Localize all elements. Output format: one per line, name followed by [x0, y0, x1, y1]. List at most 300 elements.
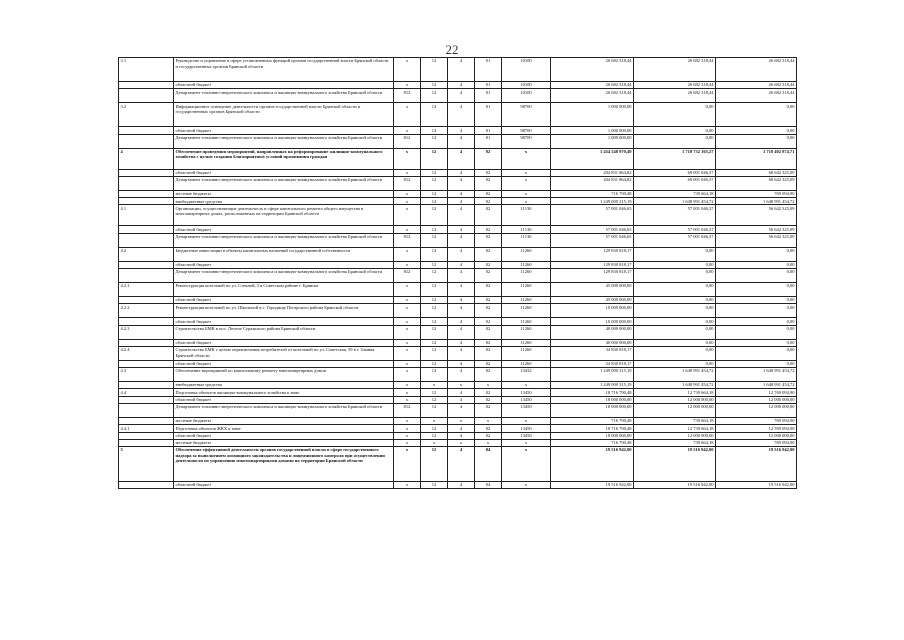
code-cell: 01 — [475, 134, 502, 148]
table-row — [119, 127, 797, 134]
table-row — [119, 389, 797, 396]
code-cell: 02 — [475, 368, 502, 382]
table-row — [119, 103, 797, 127]
amount-cell: 739 664,18 — [634, 439, 716, 446]
code-cell: х — [394, 190, 421, 197]
amount-cell: 739 664,18 — [634, 417, 716, 424]
table-row — [119, 247, 797, 261]
row-name: Департамент топливно-энергетического комплекса и жилищно-коммунального хозяйства Брянской области — [174, 89, 394, 103]
code-cell: 12 — [421, 268, 448, 282]
code-cell: 02 — [475, 261, 502, 268]
amount-cell: 12 000 000,00 — [716, 432, 797, 439]
table-row — [119, 233, 797, 247]
code-cell: 4 — [448, 226, 475, 233]
table-row — [119, 205, 797, 226]
table-row — [119, 439, 797, 446]
code-cell: 12 — [421, 482, 448, 489]
code-cell: 4 — [448, 396, 475, 403]
row-number — [119, 134, 174, 148]
amount-cell: 0,00 — [634, 134, 716, 148]
code-cell: 12 — [421, 205, 448, 226]
table-row — [119, 226, 797, 233]
row-name: Строительство БМК в пос. Лесное Суражского района Брянской области — [174, 325, 394, 339]
amount-cell: 0,00 — [716, 325, 797, 339]
code-cell: 02 — [475, 389, 502, 396]
row-name: областной бюджет — [174, 432, 394, 439]
table-row — [119, 360, 797, 367]
code-cell: 02 — [475, 247, 502, 261]
code-cell: 12 — [421, 247, 448, 261]
code-cell: х — [394, 417, 421, 424]
code-cell: х — [502, 417, 551, 424]
amount-cell: 12 739 664,18 — [634, 389, 716, 396]
amount-cell: 18 716 790,48 — [551, 425, 634, 432]
code-cell: 812 — [394, 268, 421, 282]
amount-cell: 10 000 000,00 — [551, 318, 634, 325]
row-number: 5 — [119, 447, 174, 482]
table-row — [119, 382, 797, 389]
row-number — [119, 169, 174, 176]
code-cell: х — [502, 439, 551, 446]
code-cell: х — [502, 382, 551, 389]
code-cell: х — [394, 396, 421, 403]
amount-cell: 56 642 325,09 — [716, 226, 797, 233]
row-number — [119, 439, 174, 446]
code-cell: 4 — [448, 103, 475, 127]
code-cell: 02 — [475, 425, 502, 432]
table-body — [119, 58, 797, 489]
code-cell: х — [502, 482, 551, 489]
amount-cell: 19 516 942,00 — [634, 447, 716, 482]
amount-cell: 69 001 046,37 — [634, 176, 716, 190]
amount-cell: 129 830 818,17 — [551, 268, 634, 282]
row-name: областной бюджет — [174, 82, 394, 89]
row-number — [119, 226, 174, 233]
amount-cell: 45 000 000,00 — [551, 282, 634, 296]
code-cell: 01 — [475, 58, 502, 82]
code-cell: 02 — [475, 360, 502, 367]
amount-cell: 716 790,48 — [551, 190, 634, 197]
row-name: внебюджетные средства — [174, 382, 394, 389]
code-cell: 4 — [448, 296, 475, 303]
code-cell: х — [421, 382, 448, 389]
code-cell: 4 — [448, 190, 475, 197]
table-row — [119, 368, 797, 382]
table-row — [119, 261, 797, 268]
row-name: Руководство и управление в сфере установленных функций органов государственной власти Брянской области и государственных органов Брянской области — [174, 58, 394, 82]
code-cell: х — [394, 325, 421, 339]
amount-cell: 57 001 046,37 — [634, 226, 716, 233]
code-cell: х — [394, 304, 421, 318]
row-number — [119, 339, 174, 346]
code-cell: 13450 — [502, 396, 551, 403]
amount-cell: 57 001 046,65 — [551, 226, 634, 233]
amount-cell: 19 516 942,00 — [716, 447, 797, 482]
amount-cell: 26 682 318,44 — [716, 89, 797, 103]
amount-cell: 68 642 325,09 — [716, 169, 797, 176]
code-cell: 812 — [394, 89, 421, 103]
code-cell: 812 — [394, 233, 421, 247]
row-name: Организации, осуществляющие деятельность в сфере капитального ремонта общего имущества в многоквартирных домах, расположенных на территории Брянской области — [174, 205, 394, 226]
code-cell: 4 — [448, 432, 475, 439]
code-cell: х — [394, 261, 421, 268]
code-cell: 02 — [475, 339, 502, 346]
code-cell: 4 — [448, 169, 475, 176]
amount-cell: 57 001 046,65 — [551, 205, 634, 226]
code-cell: 12 — [421, 58, 448, 82]
table-row — [119, 82, 797, 89]
amount-cell: 19 516 942,00 — [551, 482, 634, 489]
code-cell: 12 — [421, 360, 448, 367]
amount-cell: 19 516 942,00 — [551, 447, 634, 482]
code-cell: 02 — [475, 268, 502, 282]
budget-table — [118, 57, 797, 489]
code-cell: х — [394, 447, 421, 482]
code-cell: 12 — [421, 198, 448, 205]
code-cell: 13432 — [502, 368, 551, 382]
table-row — [119, 346, 797, 360]
table-row — [119, 89, 797, 103]
code-cell: х — [394, 58, 421, 82]
code-cell: 12 — [421, 346, 448, 360]
code-cell: 02 — [475, 346, 502, 360]
row-name: местные бюджеты — [174, 417, 394, 424]
amount-cell: 0,00 — [716, 247, 797, 261]
amount-cell: 1 249 000 315,19 — [551, 198, 634, 205]
amount-cell: 69 001 046,37 — [634, 169, 716, 176]
code-cell: 812 — [394, 134, 421, 148]
code-cell: 13450 — [502, 432, 551, 439]
table-row — [119, 268, 797, 282]
row-number: 4.3 — [119, 368, 174, 382]
code-cell: 02 — [475, 282, 502, 296]
code-cell: х — [475, 417, 502, 424]
amount-cell: 0,00 — [634, 268, 716, 282]
amount-cell: 1 648 991 454,72 — [634, 368, 716, 382]
row-name: областной бюджет — [174, 127, 394, 134]
table-row — [119, 296, 797, 303]
row-name: областной бюджет — [174, 318, 394, 325]
amount-cell: 12 000 000,00 — [634, 396, 716, 403]
amount-cell: 0,00 — [634, 127, 716, 134]
code-cell: 4 — [448, 368, 475, 382]
code-cell: х — [448, 417, 475, 424]
code-cell: 4 — [448, 247, 475, 261]
amount-cell: 0,00 — [716, 268, 797, 282]
code-cell: 12 — [421, 127, 448, 134]
code-cell: 12 — [421, 304, 448, 318]
amount-cell: 26 682 318,44 — [551, 82, 634, 89]
amount-cell: 0,00 — [716, 127, 797, 134]
amount-cell: 129 830 818,17 — [551, 247, 634, 261]
amount-cell: 204 831 864,82 — [551, 176, 634, 190]
row-name: областной бюджет — [174, 396, 394, 403]
code-cell: 13450 — [502, 425, 551, 432]
amount-cell: 0,00 — [716, 318, 797, 325]
amount-cell: 40 000 000,00 — [551, 325, 634, 339]
row-number: 4.2.4 — [119, 346, 174, 360]
row-number — [119, 403, 174, 417]
code-cell: 4 — [448, 447, 475, 482]
row-name: Подготовка объектов ЖКХ к зиме — [174, 425, 394, 432]
code-cell: 02 — [475, 296, 502, 303]
row-name: Департамент топливно-энергетического комплекса и жилищно-коммунального хозяйства Брянской области — [174, 268, 394, 282]
row-number — [119, 417, 174, 424]
amount-cell: 57 001 046,37 — [634, 205, 716, 226]
row-name: областной бюджет — [174, 169, 394, 176]
code-cell: 4 — [448, 148, 475, 169]
row-number — [119, 396, 174, 403]
amount-cell: 12 769 094,90 — [716, 425, 797, 432]
code-cell: 02 — [475, 148, 502, 169]
code-cell: 04 — [475, 447, 502, 482]
amount-cell: 769 094,90 — [716, 190, 797, 197]
amount-cell: 18 716 790,48 — [551, 389, 634, 396]
row-number — [119, 89, 174, 103]
amount-cell: 0,00 — [634, 325, 716, 339]
table-row — [119, 325, 797, 339]
amount-cell: 0,00 — [634, 360, 716, 367]
code-cell: х — [394, 382, 421, 389]
code-cell: 12 — [421, 396, 448, 403]
amount-cell: 26 682 318,44 — [634, 82, 716, 89]
code-cell: 12 — [421, 134, 448, 148]
amount-cell: 716 790,48 — [551, 439, 634, 446]
code-cell: 01 — [475, 103, 502, 127]
amount-cell: 26 682 318,44 — [716, 82, 797, 89]
row-number: 3.2 — [119, 103, 174, 127]
amount-cell: 34 830 818,17 — [551, 346, 634, 360]
row-name: Реконструкция котельной по ул. Школьной в с. Городище Погарского района Брянской области — [174, 304, 394, 318]
row-number: 4.1 — [119, 205, 174, 226]
row-number: 4.2.1 — [119, 282, 174, 296]
amount-cell: 1 000 000,00 — [551, 134, 634, 148]
amount-cell: 26 682 318,44 — [634, 89, 716, 103]
code-cell: 812 — [394, 176, 421, 190]
code-cell: 4 — [448, 205, 475, 226]
page-number: 22 — [445, 42, 459, 57]
code-cell: 12 — [421, 176, 448, 190]
code-cell: 4 — [448, 425, 475, 432]
code-cell: х — [394, 205, 421, 226]
code-cell: х — [394, 127, 421, 134]
code-cell: 4 — [448, 389, 475, 396]
amount-cell: 34 830 818,17 — [551, 360, 634, 367]
row-number: 4.2.3 — [119, 325, 174, 339]
amount-cell: 18 000 000,00 — [551, 432, 634, 439]
code-cell: 10100 — [502, 82, 551, 89]
code-cell: 10100 — [502, 89, 551, 103]
code-cell: 11260 — [502, 339, 551, 346]
amount-cell: 1 249 000 315,19 — [551, 368, 634, 382]
code-cell: х — [448, 439, 475, 446]
amount-cell: 18 000 000,00 — [551, 396, 634, 403]
row-number: 4.2.2 — [119, 304, 174, 318]
amount-cell: 26 682 318,44 — [716, 58, 797, 82]
amount-cell: 1 718 732 165,27 — [634, 148, 716, 169]
code-cell: 4 — [448, 176, 475, 190]
amount-cell: 1 718 402 874,71 — [716, 148, 797, 169]
table-row — [119, 190, 797, 197]
code-cell: 02 — [475, 325, 502, 339]
table-row — [119, 396, 797, 403]
code-cell: 12 — [421, 296, 448, 303]
amount-cell: 0,00 — [634, 247, 716, 261]
code-cell: х — [421, 417, 448, 424]
amount-cell: 0,00 — [634, 296, 716, 303]
row-name: внебюджетные средства — [174, 198, 394, 205]
amount-cell: 1 000 000,00 — [551, 103, 634, 127]
amount-cell: 0,00 — [634, 318, 716, 325]
row-name: Департамент топливно-энергетического комплекса и жилищно-коммунального хозяйства Брянской области — [174, 403, 394, 417]
code-cell: 11260 — [502, 318, 551, 325]
amount-cell: 1 648 991 454,72 — [634, 382, 716, 389]
table-row — [119, 318, 797, 325]
table-row — [119, 304, 797, 318]
row-number — [119, 233, 174, 247]
code-cell: 12 — [421, 233, 448, 247]
code-cell: х — [394, 226, 421, 233]
amount-cell: 0,00 — [716, 304, 797, 318]
row-number: 4.4.1 — [119, 425, 174, 432]
amount-cell: 56 642 325,09 — [716, 205, 797, 226]
row-name: областной бюджет — [174, 482, 394, 489]
code-cell: 12 — [421, 226, 448, 233]
amount-cell: 57 001 046,37 — [634, 233, 716, 247]
amount-cell: 1 648 991 454,72 — [716, 368, 797, 382]
code-cell: 12 — [421, 432, 448, 439]
amount-cell: 0,00 — [634, 261, 716, 268]
code-cell: х — [394, 439, 421, 446]
code-cell: х — [502, 198, 551, 205]
row-name: областной бюджет — [174, 261, 394, 268]
code-cell: х — [421, 439, 448, 446]
row-number — [119, 127, 174, 134]
amount-cell: 0,00 — [634, 304, 716, 318]
code-cell: 12 — [421, 190, 448, 197]
row-number — [119, 261, 174, 268]
code-cell: х — [475, 382, 502, 389]
row-number — [119, 432, 174, 439]
code-cell: х — [394, 169, 421, 176]
code-cell: х — [394, 282, 421, 296]
amount-cell: 57 001 046,65 — [551, 233, 634, 247]
row-number: 4 — [119, 148, 174, 169]
row-name: местные бюджеты — [174, 439, 394, 446]
code-cell: 12 — [421, 282, 448, 296]
amount-cell: 0,00 — [716, 282, 797, 296]
code-cell: 12 — [421, 82, 448, 89]
code-cell: 02 — [475, 169, 502, 176]
row-name: областной бюджет — [174, 226, 394, 233]
amount-cell: 716 790,48 — [551, 417, 634, 424]
amount-cell: 26 682 318,44 — [551, 89, 634, 103]
code-cell: 4 — [448, 261, 475, 268]
code-cell: 02 — [475, 176, 502, 190]
code-cell: 4 — [448, 304, 475, 318]
code-cell: 4 — [448, 89, 475, 103]
code-cell: х — [394, 346, 421, 360]
row-name: Подготовка объектов жилищно-коммунального хозяйства к зиме — [174, 389, 394, 396]
row-name: Департамент топливно-энергетического комплекса и жилищно-коммунального хозяйства Брянской области — [174, 176, 394, 190]
amount-cell: 19 516 942,00 — [634, 482, 716, 489]
amount-cell: 0,00 — [716, 103, 797, 127]
row-number — [119, 268, 174, 282]
code-cell: 98700 — [502, 134, 551, 148]
code-cell: 11260 — [502, 282, 551, 296]
code-cell: 11260 — [502, 247, 551, 261]
table-row — [119, 198, 797, 205]
code-cell: 4 — [448, 134, 475, 148]
code-cell: 02 — [475, 432, 502, 439]
amount-cell: 26 682 318,44 — [634, 58, 716, 82]
amount-cell: 769 094,90 — [716, 417, 797, 424]
amount-cell: 0,00 — [716, 134, 797, 148]
amount-cell: 18 000 000,00 — [551, 403, 634, 417]
code-cell: х — [394, 82, 421, 89]
amount-cell: 1 000 000,00 — [551, 127, 634, 134]
code-cell: 4 — [448, 325, 475, 339]
code-cell: 11260 — [502, 346, 551, 360]
amount-cell: 19 516 942,00 — [716, 482, 797, 489]
table-row — [119, 425, 797, 432]
code-cell: 11260 — [502, 304, 551, 318]
row-name: Реконструкция котельной по ул. Степной, 3 в Советском районе г. Брянска — [174, 282, 394, 296]
row-name: Бюджетные инвестиции в объекты капитальных вложений государственной собственности — [174, 247, 394, 261]
amount-cell: 12 000 000,00 — [716, 403, 797, 417]
row-name: Обеспечение проведения мероприятий, направленных на реформирование жилищно-коммунального хозяйства с целью создания благоприятных условий проживания граждан — [174, 148, 394, 169]
table-row — [119, 417, 797, 424]
amount-cell: 1 648 991 454,72 — [716, 382, 797, 389]
code-cell: 13450 — [502, 389, 551, 396]
table-row — [119, 58, 797, 82]
code-cell: 12 — [421, 103, 448, 127]
row-number — [119, 360, 174, 367]
code-cell: 11130 — [502, 205, 551, 226]
amount-cell: 68 642 325,09 — [716, 176, 797, 190]
row-name: Департамент топливно-энергетического комплекса и жилищно-коммунального хозяйства Брянской области — [174, 233, 394, 247]
code-cell: 4 — [448, 198, 475, 205]
amount-cell: 12 000 000,00 — [716, 396, 797, 403]
row-name: Строительство БМК с целью переключения потребителей от котельной по ул. Советская, 59 в г. Злынка Брянской области — [174, 346, 394, 360]
amount-cell: 12 769 094,90 — [716, 389, 797, 396]
table-row — [119, 176, 797, 190]
code-cell: 4 — [448, 268, 475, 282]
table-row — [119, 134, 797, 148]
row-number — [119, 296, 174, 303]
code-cell: 12 — [421, 403, 448, 417]
code-cell: х — [394, 432, 421, 439]
row-name: областной бюджет — [174, 296, 394, 303]
code-cell: 12 — [421, 318, 448, 325]
code-cell: х — [394, 247, 421, 261]
code-cell: 02 — [475, 190, 502, 197]
code-cell: 04 — [475, 482, 502, 489]
amount-cell: 0,00 — [634, 339, 716, 346]
amount-cell: 769 094,90 — [716, 439, 797, 446]
amount-cell: 12 000 000,00 — [634, 403, 716, 417]
code-cell: х — [502, 169, 551, 176]
amount-cell: 0,00 — [716, 339, 797, 346]
code-cell: 4 — [448, 346, 475, 360]
code-cell: 02 — [475, 318, 502, 325]
row-name: Информационное освещение деятельности органов государственной власти Брянской области и государственных органов Брянской области — [174, 103, 394, 127]
code-cell: 98700 — [502, 103, 551, 127]
code-cell: х — [502, 148, 551, 169]
code-cell: 11260 — [502, 296, 551, 303]
code-cell: х — [502, 447, 551, 482]
code-cell: 11260 — [502, 261, 551, 268]
